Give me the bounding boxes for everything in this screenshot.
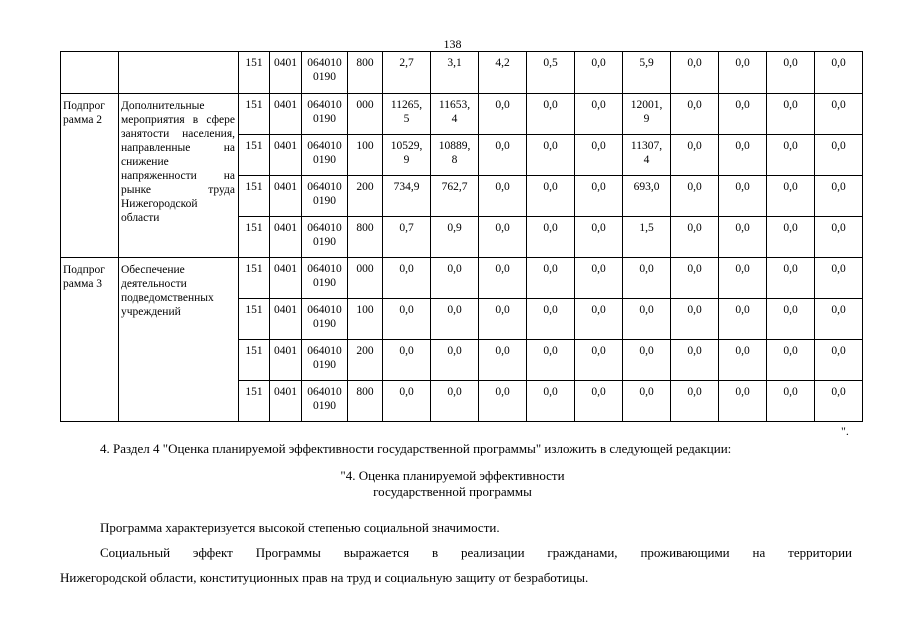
value-cell: 0,0 bbox=[527, 258, 575, 299]
value-cell: 0,0 bbox=[527, 299, 575, 340]
value-cell: 0,0 bbox=[383, 381, 431, 422]
section-code-cell: 0401 bbox=[270, 94, 302, 135]
section-code-cell: 0401 bbox=[270, 340, 302, 381]
subprogram-label: Подпрог рамма 3 bbox=[61, 258, 119, 422]
value-cell: 0,0 bbox=[815, 52, 863, 94]
value-cell: 762,7 bbox=[431, 176, 479, 217]
value-cell: 0,0 bbox=[575, 135, 623, 176]
table-row bbox=[61, 52, 863, 94]
expense-type-cell: 100 bbox=[348, 135, 383, 176]
value-cell: 0,0 bbox=[719, 258, 767, 299]
value-cell: 0,0 bbox=[575, 176, 623, 217]
value-cell: 0,0 bbox=[719, 217, 767, 258]
value-cell: 0,0 bbox=[383, 299, 431, 340]
budget-table bbox=[60, 51, 863, 422]
value-cell: 10529, 9 bbox=[383, 135, 431, 176]
target-article-cell: 064010 0190 bbox=[302, 52, 348, 94]
value-cell: 0,0 bbox=[767, 381, 815, 422]
value-cell: 0,0 bbox=[719, 135, 767, 176]
expense-type-cell: 200 bbox=[348, 176, 383, 217]
target-article-cell: 064010 0190 bbox=[302, 299, 348, 340]
value-cell: 0,0 bbox=[383, 340, 431, 381]
value-cell: 0,0 bbox=[815, 217, 863, 258]
value-cell: 0,0 bbox=[527, 176, 575, 217]
target-article-cell: 064010 0190 bbox=[302, 176, 348, 217]
value-cell: 0,0 bbox=[431, 381, 479, 422]
value-cell: 0,0 bbox=[719, 299, 767, 340]
value-cell: 0,0 bbox=[671, 381, 719, 422]
section-code-cell: 0401 bbox=[270, 217, 302, 258]
ministry-code-cell: 151 bbox=[239, 340, 270, 381]
section-code-cell: 0401 bbox=[270, 52, 302, 94]
value-cell: 0,0 bbox=[767, 258, 815, 299]
target-article-cell: 064010 0190 bbox=[302, 258, 348, 299]
value-cell: 0,0 bbox=[623, 340, 671, 381]
value-cell: 0,0 bbox=[815, 258, 863, 299]
value-cell: 0,0 bbox=[431, 299, 479, 340]
value-cell: 0,0 bbox=[719, 340, 767, 381]
value-cell: 11265, 5 bbox=[383, 94, 431, 135]
paragraph-social-effect: Социальный эффект Программы выражается в реализации гражданами, проживающими на территории bbox=[100, 545, 852, 560]
expense-type-cell: 000 bbox=[348, 94, 383, 135]
expense-type-cell: 100 bbox=[348, 299, 383, 340]
expense-type-cell: 800 bbox=[348, 381, 383, 422]
expense-type-cell: 800 bbox=[348, 52, 383, 94]
value-cell: 5,9 bbox=[623, 52, 671, 94]
value-cell: 734,9 bbox=[383, 176, 431, 217]
value-cell: 0,0 bbox=[815, 299, 863, 340]
value-cell: 0,0 bbox=[767, 52, 815, 94]
ministry-code-cell: 151 bbox=[239, 217, 270, 258]
value-cell: 0,0 bbox=[527, 217, 575, 258]
section-heading bbox=[0, 468, 905, 500]
value-cell: 0,0 bbox=[815, 176, 863, 217]
target-article-cell: 064010 0190 bbox=[302, 340, 348, 381]
value-cell: 0,0 bbox=[671, 52, 719, 94]
value-cell: 3,1 bbox=[431, 52, 479, 94]
value-cell: 1,5 bbox=[623, 217, 671, 258]
subprogram-label: Подпрог рамма 2 bbox=[61, 94, 119, 258]
value-cell: 0,0 bbox=[527, 94, 575, 135]
table-row bbox=[61, 94, 863, 135]
subprogram-description: Обеспечение деятельности подведомственных учреждений bbox=[119, 258, 239, 422]
value-cell: 2,7 bbox=[383, 52, 431, 94]
ministry-code-cell: 151 bbox=[239, 299, 270, 340]
section-code-cell: 0401 bbox=[270, 381, 302, 422]
value-cell: 0,0 bbox=[815, 381, 863, 422]
value-cell: 0,9 bbox=[431, 217, 479, 258]
value-cell: 12001, 9 bbox=[623, 94, 671, 135]
value-cell: 0,0 bbox=[623, 258, 671, 299]
value-cell: 0,0 bbox=[719, 176, 767, 217]
expense-type-cell: 200 bbox=[348, 340, 383, 381]
section-code-cell: 0401 bbox=[270, 135, 302, 176]
value-cell: 0,0 bbox=[719, 52, 767, 94]
value-cell: 0,0 bbox=[479, 217, 527, 258]
ministry-code-cell: 151 bbox=[239, 258, 270, 299]
target-article-cell: 064010 0190 bbox=[302, 135, 348, 176]
value-cell: 11653, 4 bbox=[431, 94, 479, 135]
section-code-cell: 0401 bbox=[270, 176, 302, 217]
value-cell: 0,0 bbox=[719, 381, 767, 422]
value-cell: 0,0 bbox=[719, 94, 767, 135]
value-cell: 0,0 bbox=[815, 135, 863, 176]
target-article-cell: 064010 0190 bbox=[302, 381, 348, 422]
value-cell: 0,0 bbox=[671, 176, 719, 217]
value-cell: 0,0 bbox=[671, 258, 719, 299]
program-desc-cell bbox=[119, 52, 239, 94]
value-cell: 0,0 bbox=[671, 94, 719, 135]
value-cell: 0,0 bbox=[575, 299, 623, 340]
value-cell: 0,0 bbox=[767, 340, 815, 381]
section-heading-line2: государственной программы bbox=[373, 484, 532, 499]
instruction-paragraph: 4. Раздел 4 "Оценка планируемой эффективности государственной программы" изложить в следующей редакции: bbox=[100, 441, 732, 456]
program-label-cell bbox=[61, 52, 119, 94]
value-cell: 0,0 bbox=[671, 135, 719, 176]
page-number: 138 bbox=[443, 37, 462, 51]
ministry-code-cell: 151 bbox=[239, 176, 270, 217]
subprogram-description: Дополнительные мероприятия в сфере занятости населения, направленные на снижение напряженности на рынке труда Нижегородской области bbox=[119, 94, 239, 258]
value-cell: 0,0 bbox=[671, 340, 719, 381]
value-cell: 0,0 bbox=[575, 258, 623, 299]
value-cell: 11307, 4 bbox=[623, 135, 671, 176]
value-cell: 0,0 bbox=[767, 135, 815, 176]
ministry-code-cell: 151 bbox=[239, 135, 270, 176]
target-article-cell: 064010 0190 bbox=[302, 217, 348, 258]
value-cell: 0,0 bbox=[767, 94, 815, 135]
value-cell: 10889, 8 bbox=[431, 135, 479, 176]
value-cell: 0,0 bbox=[479, 381, 527, 422]
value-cell: 0,0 bbox=[623, 299, 671, 340]
value-cell: 0,0 bbox=[815, 94, 863, 135]
paragraph-social-effect-continued: Нижегородской области, конституционных прав на труд и социальную защиту от безработицы. bbox=[60, 570, 589, 585]
ministry-code-cell: 151 bbox=[239, 94, 270, 135]
value-cell: 0,0 bbox=[623, 381, 671, 422]
section-heading-line1: "4. Оценка планируемой эффективности bbox=[340, 468, 565, 483]
value-cell: 0,0 bbox=[767, 299, 815, 340]
value-cell: 0,7 bbox=[383, 217, 431, 258]
table-row bbox=[61, 258, 863, 299]
section-code-cell: 0401 bbox=[270, 299, 302, 340]
section-code-cell: 0401 bbox=[270, 258, 302, 299]
value-cell: 0,0 bbox=[767, 176, 815, 217]
value-cell: 0,0 bbox=[431, 258, 479, 299]
value-cell: 0,0 bbox=[767, 217, 815, 258]
value-cell: 693,0 bbox=[623, 176, 671, 217]
value-cell: 0,0 bbox=[575, 340, 623, 381]
value-cell: 0,0 bbox=[479, 299, 527, 340]
value-cell: 0,0 bbox=[479, 340, 527, 381]
ministry-code-cell: 151 bbox=[239, 52, 270, 94]
value-cell: 0,0 bbox=[671, 299, 719, 340]
expense-type-cell: 800 bbox=[348, 217, 383, 258]
value-cell: 0,0 bbox=[479, 258, 527, 299]
value-cell: 0,0 bbox=[479, 176, 527, 217]
value-cell: 0,0 bbox=[431, 340, 479, 381]
value-cell: 0,0 bbox=[527, 340, 575, 381]
value-cell: 4,2 bbox=[479, 52, 527, 94]
ministry-code-cell: 151 bbox=[239, 381, 270, 422]
value-cell: 0,0 bbox=[671, 217, 719, 258]
value-cell: 0,0 bbox=[479, 94, 527, 135]
expense-type-cell: 000 bbox=[348, 258, 383, 299]
target-article-cell: 064010 0190 bbox=[302, 94, 348, 135]
closing-quote: ". bbox=[841, 424, 849, 438]
value-cell: 0,0 bbox=[575, 94, 623, 135]
value-cell: 0,0 bbox=[527, 381, 575, 422]
value-cell: 0,0 bbox=[575, 52, 623, 94]
value-cell: 0,0 bbox=[575, 381, 623, 422]
value-cell: 0,0 bbox=[815, 340, 863, 381]
value-cell: 0,0 bbox=[575, 217, 623, 258]
value-cell: 0,0 bbox=[527, 135, 575, 176]
paragraph-significance: Программа характеризуется высокой степенью социальной значимости. bbox=[100, 520, 500, 535]
value-cell: 0,5 bbox=[527, 52, 575, 94]
value-cell: 0,0 bbox=[383, 258, 431, 299]
value-cell: 0,0 bbox=[479, 135, 527, 176]
